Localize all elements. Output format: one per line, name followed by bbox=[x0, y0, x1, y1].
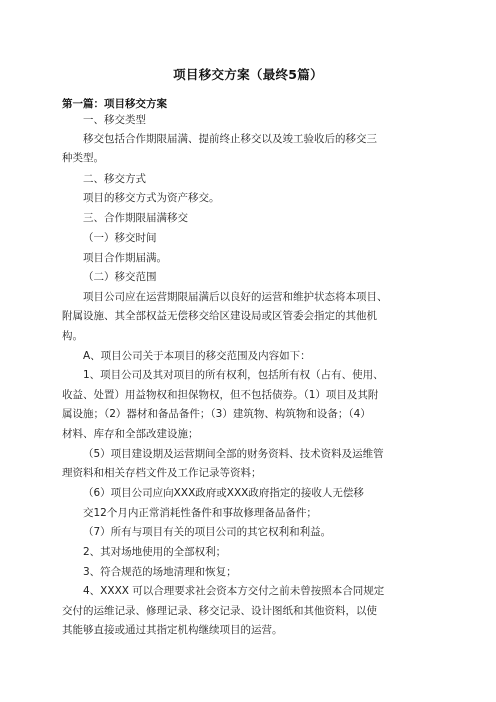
document-title: 项目移交方案（最终5篇） bbox=[173, 67, 323, 82]
paragraph-line: 二、移交方式 bbox=[83, 173, 146, 185]
paragraph-line: 属设施；（2）器材和备品备件；（3）建筑物、构筑物和设备；（4） bbox=[62, 408, 371, 420]
paragraph-line: 项目合作期届满。 bbox=[83, 252, 167, 264]
paragraph-line: （二）移交范围 bbox=[83, 271, 157, 283]
paragraph-line: （7）所有与项目有关的项目公司的其它权利和利益。 bbox=[83, 526, 332, 538]
paragraph-line: 其能够直接或通过其指定机构继续项目的运营。 bbox=[62, 624, 283, 636]
paragraph-line: 材料、库存和全部改建设施； bbox=[62, 428, 199, 440]
paragraph-line: 4、XXXX 可以合理要求社会资本方交付之前未曾按照本合同规定 bbox=[83, 585, 385, 597]
paragraph-line: 项目的移交方式为资产移交。 bbox=[83, 192, 220, 204]
paragraph-line: 项目公司应在运营期限届满后以良好的运营和维护状态将本项目、 bbox=[83, 291, 388, 303]
paragraph-line: 交付的运维记录、修理记录、移交记录、设计图纸和其他资料，以使 bbox=[62, 605, 377, 617]
paragraph-line: 三、合作期限届满移交 bbox=[83, 212, 188, 224]
paragraph-line: 1、项目公司及其对项目的所有权利，包括所有权（占有、使用、 bbox=[83, 369, 384, 381]
section-heading: 第一篇：项目移交方案 bbox=[62, 98, 167, 110]
paragraph-line: 交12个月内正常消耗性备件和事故修理备品备件； bbox=[83, 507, 317, 519]
paragraph-line: 3、符合规范的场地清理和恢复； bbox=[83, 566, 237, 578]
paragraph-line: A、项目公司关于本项目的移交范围及内容如下： bbox=[83, 350, 311, 362]
paragraph-line: 一、移交类型 bbox=[83, 114, 146, 126]
paragraph-line: 理资料和相关存档文件及工作记录等资料； bbox=[62, 467, 262, 479]
paragraph-line: （5）项目建设期及运营期间全部的财务资料、技术资料及运维管 bbox=[83, 448, 384, 460]
paragraph-line: 收益、处置）用益物权和担保物权，但不包括债券。（1）项目及其附 bbox=[62, 389, 379, 401]
paragraph-line: 附属设施、其全部权益无偿移交给区建设局或区管委会指定的其他机 bbox=[62, 310, 377, 322]
paragraph-line: 构。 bbox=[62, 330, 83, 342]
paragraph-line: （6）项目公司应向XXX政府或XXX政府指定的接收人无偿移 bbox=[83, 487, 364, 499]
paragraph-line: （一）移交时间 bbox=[83, 232, 157, 244]
paragraph-line: 移交包括合作期限届满、提前终止移交以及竣工验收后的移交三 bbox=[83, 133, 377, 145]
paragraph-line: 2、其对场地使用的全部权利； bbox=[83, 546, 227, 558]
paragraph-line: 种类型。 bbox=[62, 152, 104, 164]
